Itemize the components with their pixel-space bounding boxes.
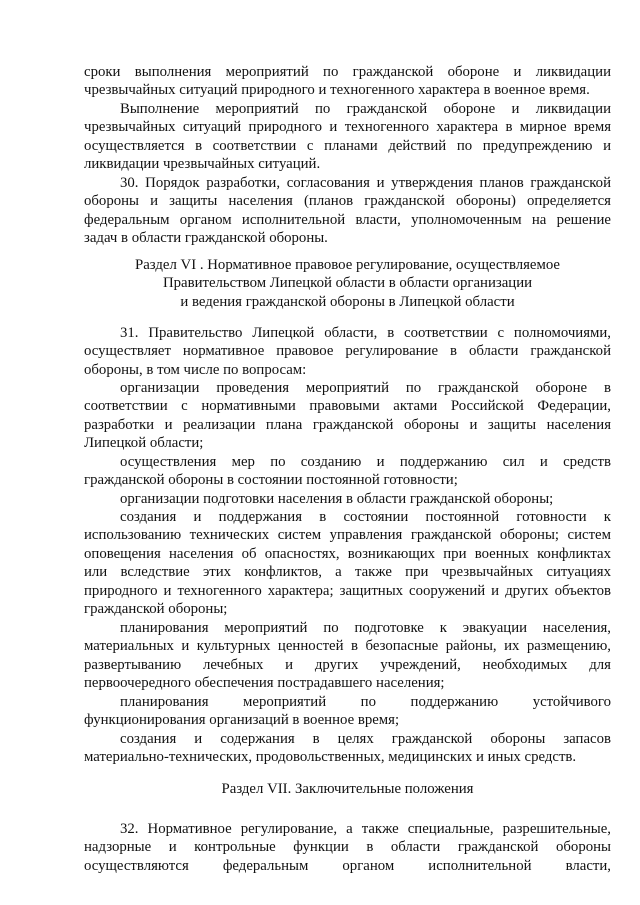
text-line: задач в области гражданской обороны.	[84, 230, 328, 247]
text-line: 31. Правительство Липецкой области, в соответствии с полномочиями,	[120, 325, 611, 341]
paragraph	[84, 379, 611, 453]
section-heading-line: Правительством Липецкой области в области организации	[162, 275, 533, 292]
paragraph	[84, 256, 611, 311]
paragraph	[84, 490, 611, 508]
paragraph	[84, 619, 611, 693]
paragraph	[84, 508, 611, 618]
paragraph	[84, 780, 611, 798]
text-line: материальных и культурных ценностей в безопасные районы, их размещению,	[84, 638, 611, 655]
text-line: обороны и защиты населения (планов гражданской обороны) определяется	[84, 193, 611, 210]
text-line: сроки выполнения мероприятий по гражданской обороне и ликвидации	[84, 64, 611, 80]
text-line: гражданской обороны;	[84, 600, 228, 617]
paragraph	[84, 63, 611, 100]
text-line: разработки и реализации плана гражданской обороны и защиты населения	[84, 416, 611, 433]
text-line: осуществляет нормативное правовое регулирование в области гражданской	[84, 343, 611, 360]
text-line: Липецкой области;	[84, 435, 204, 452]
paragraph	[84, 324, 611, 379]
paragraph	[84, 730, 611, 767]
text-line: использованию технических систем управления гражданской обороны; систем	[84, 527, 611, 544]
text-line: создания и содержания в целях гражданской обороны запасов	[120, 731, 611, 747]
text-line: создания и поддержания в состоянии постоянной готовности к	[120, 509, 611, 525]
text-line: планирования мероприятий по поддержанию устойчивого	[120, 694, 611, 710]
text-line: развертыванию лечебных и других учреждений, необходимых для	[84, 656, 611, 673]
text-line: ликвидации чрезвычайных ситуаций.	[84, 156, 321, 173]
text-line: оповещения населения об опасностях, возникающих при военных конфликтах	[84, 545, 611, 562]
text-line: осуществления мер по созданию и поддержанию сил и средств	[120, 454, 611, 470]
section-heading-line: и ведения гражданской обороны в Липецкой области	[180, 293, 515, 310]
paragraph	[84, 693, 611, 730]
text-line: 30. Порядок разработки, согласования и утверждения планов гражданской	[120, 175, 611, 191]
paragraph	[84, 820, 611, 875]
text-line: соответствии с нормативными правовыми актами Российской Федерации,	[84, 398, 611, 415]
text-line: осуществляется в соответствии с планами действий по предупреждению и	[84, 137, 611, 154]
text-line: гражданской обороны в состоянии постоянной готовности;	[84, 472, 458, 489]
paragraph	[84, 100, 611, 174]
text-line: или вследствие этих конфликтов, а также при чрезвычайных ситуациях	[84, 564, 611, 581]
paragraph	[84, 453, 611, 490]
text-line: 32. Нормативное регулирование, а также специальные, разрешительные,	[120, 821, 611, 837]
text-line: планирования мероприятий по подготовке к эвакуации населения,	[120, 620, 611, 636]
text-line: осуществляются федеральным органом исполнительной власти,	[84, 857, 611, 874]
text-line: надзорные и контрольные функции в области гражданской обороны	[84, 839, 611, 856]
text-line: Выполнение мероприятий по гражданской обороне и ликвидации	[120, 101, 611, 117]
paragraph	[84, 174, 611, 248]
text-line: организации подготовки населения в области гражданской обороны;	[120, 491, 554, 507]
section-heading-line: Раздел VII. Заключительные положения	[221, 781, 474, 797]
text-line: функционирования организаций в военное время;	[84, 712, 400, 729]
text-line: чрезвычайных ситуаций природного и техногенного характера в военное время.	[84, 82, 590, 99]
text-line: чрезвычайных ситуаций природного и техногенного характера в мирное время	[84, 119, 611, 136]
text-line: федеральным органом исполнительной власти, уполномоченным на решение	[84, 211, 611, 228]
text-line: материально-технических, продовольственных, медицинских и иных средств.	[84, 749, 577, 766]
text-line: организации проведения мероприятий по гражданской обороне в	[120, 380, 611, 396]
text-line: природного и техногенного характера; защитных сооружений и других объектов	[84, 582, 611, 599]
section-heading-line: Раздел VI . Нормативное правовое регулирование, осуществляемое	[134, 257, 560, 273]
text-line: обороны, в том числе по вопросам:	[84, 361, 307, 378]
text-line: первоочередного обеспечения пострадавшего населения;	[84, 675, 445, 692]
